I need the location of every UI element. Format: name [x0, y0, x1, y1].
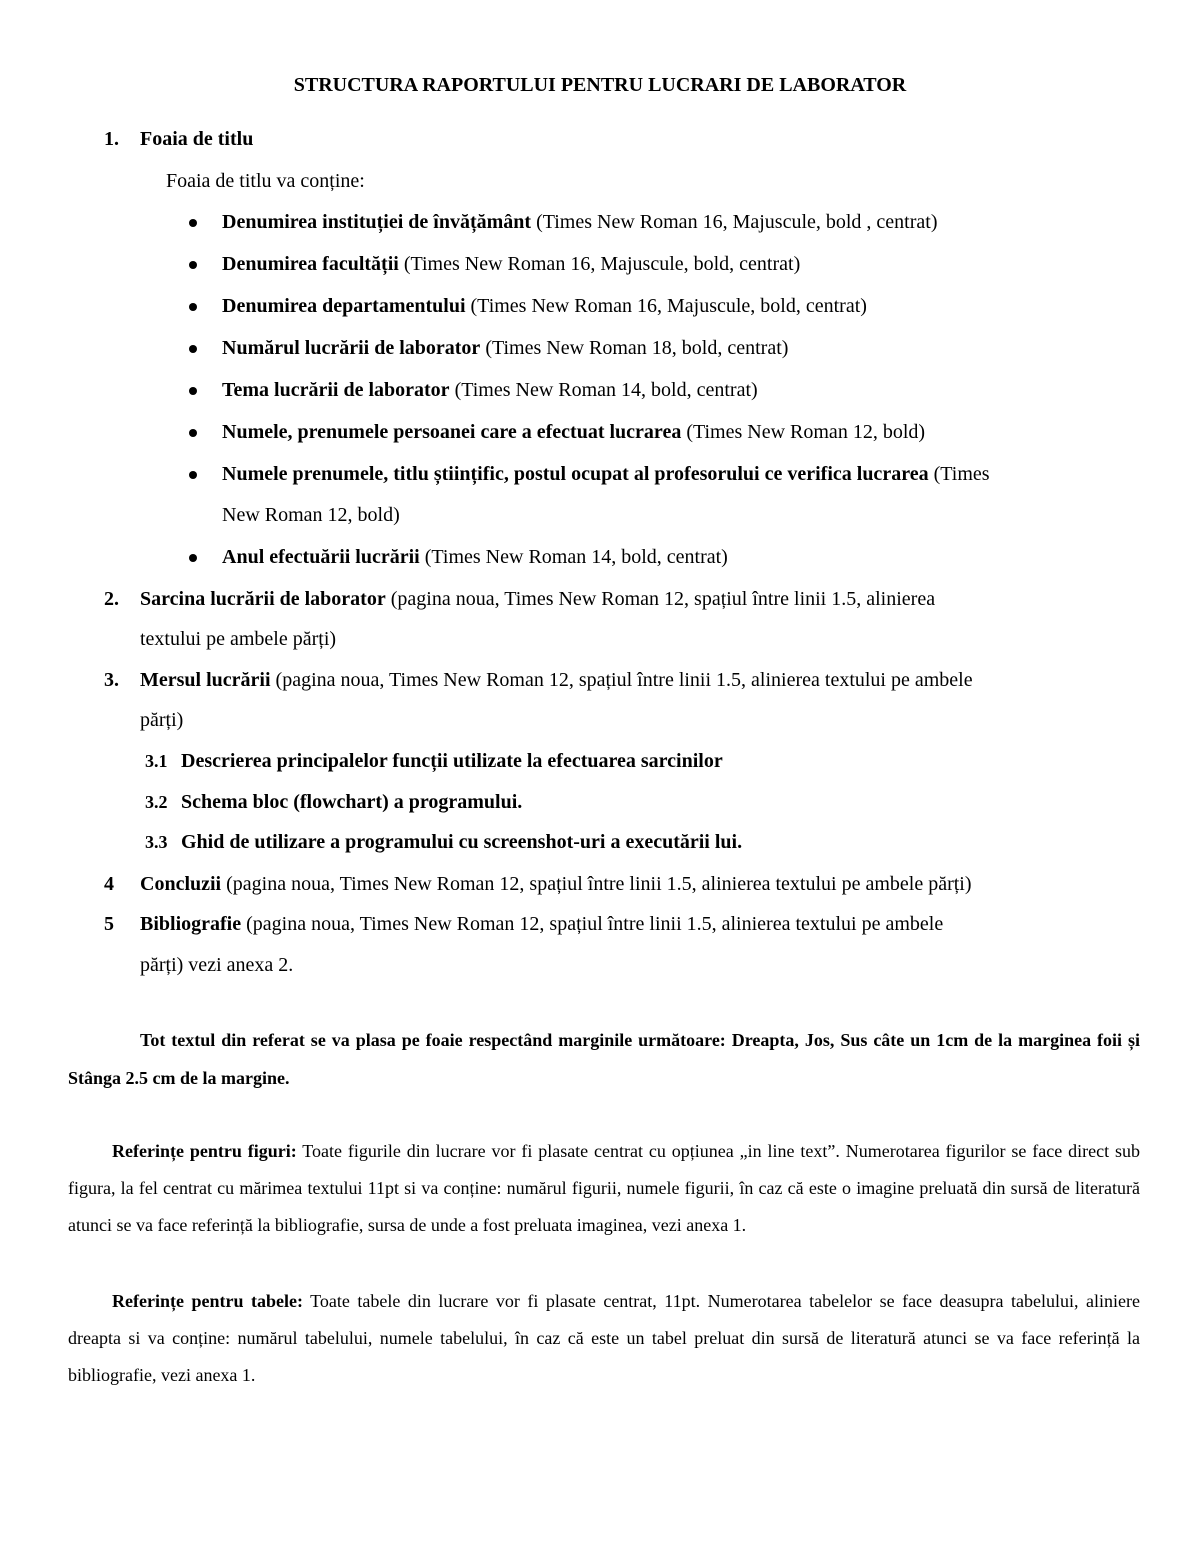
- bullet-icon: [189, 554, 197, 562]
- bullet-item: Numele, prenumele persoanei care a efectuat lucrarea (Times New Roman 12, bold): [222, 421, 926, 443]
- bullet-icon: [189, 471, 197, 479]
- subsection-number: 3.3: [145, 832, 168, 852]
- section-4-heading: Concluzii (pagina noua, Times New Roman 12, spațiul între linii 1.5, alinierea textului pe ambele părți): [140, 873, 972, 895]
- tables-paragraph: [68, 1283, 1140, 1394]
- subsection-title: Ghid de utilizare a programului cu screenshot-uri a executării lui.: [181, 831, 743, 853]
- bullet-icon: [189, 261, 197, 269]
- section-3-heading: Mersul lucrării (pagina noua, Times New Roman 12, spațiul între linii 1.5, alinierea textului pe ambele: [140, 669, 973, 691]
- bullet-item-continuation: New Roman 12, bold): [222, 504, 400, 526]
- bullet-icon: [189, 219, 197, 227]
- subsection-number: 3.1: [145, 751, 168, 771]
- bullet-item: Tema lucrării de laborator (Times New Roman 14, bold, centrat): [222, 379, 758, 401]
- figures-text: Toate figurile din lucrare vor fi plasate centrat cu opțiunea „in line text”. Numerotarea figurilor se face direct sub figura, la fel centrat cu mărimea textului 11pt si va conține: numărul figurii, numele figurii, în caz că este o imagine preluată din sursă de literatură atunci se va face referință la bibliografie, sursa de unde a fost preluata imaginea, vezi anexa 1.: [68, 1141, 1141, 1235]
- bullet-item: Denumirea facultății (Times New Roman 16, Majuscule, bold, centrat): [222, 253, 801, 275]
- tables-text: Toate tabele din lucrare vor fi plasate centrat, 11pt. Numerotarea tabelelor se face deasupra tabelului, aliniere dreapta si va conține: numărul tabelului, numele tabelului, în caz că este un tabel preluat din sursă de literatură atunci se va face referință la bibliografie, vezi anexa 1.: [68, 1291, 1140, 1385]
- bullet-item: Anul efectuării lucrării (Times New Roman 14, bold, centrat): [222, 546, 728, 568]
- bullet-icon: [189, 387, 197, 395]
- figures-paragraph: [68, 1133, 1140, 1244]
- section-2-continuation: textului pe ambele părți): [140, 628, 337, 650]
- bullet-icon: [189, 303, 197, 311]
- figures-label: Referințe pentru figuri:: [112, 1141, 297, 1161]
- margins-notice: Tot textul din referat se va plasa pe foaie respectând marginile următoare: Dreapta, Jos, Sus câte un 1cm de la marginea foii și Stânga 2.5 cm de la margine.: [68, 1030, 1140, 1088]
- bullet-item: Denumirea instituției de învățământ (Times New Roman 16, Majuscule, bold , centrat): [222, 211, 938, 233]
- bullet-item: Numărul lucrării de laborator (Times New Roman 18, bold, centrat): [222, 337, 789, 359]
- section-5-continuation: părți) vezi anexa 2.: [140, 954, 294, 976]
- section-4-number: 4: [104, 873, 114, 895]
- section-2-number: 2.: [104, 588, 119, 610]
- subsection-title: Descrierea principalelor funcții utilizate la efectuarea sarcinilor: [181, 750, 723, 772]
- section-1-intro: Foaia de titlu va conține:: [166, 170, 365, 192]
- section-5-heading: Bibliografie (pagina noua, Times New Roman 12, spațiul între linii 1.5, alinierea textului pe ambele: [140, 913, 944, 935]
- page-title: STRUCTURA RAPORTULUI PENTRU LUCRARI DE LABORATOR: [293, 74, 907, 96]
- section-5-number: 5: [104, 913, 114, 935]
- section-2-heading: Sarcina lucrării de laborator (pagina noua, Times New Roman 12, spațiul între linii 1.5, alinierea: [140, 588, 936, 610]
- bullet-item: Numele prenumele, titlu științific, postul ocupat al profesorului ce verifica lucrarea (Times: [222, 463, 990, 485]
- section-1-heading: Foaia de titlu: [140, 128, 254, 150]
- tables-label: Referințe pentru tabele:: [112, 1291, 303, 1311]
- section-3-continuation: părți): [140, 709, 184, 731]
- section-3-number: 3.: [104, 669, 119, 691]
- subsection-title: Schema bloc (flowchart) a programului.: [181, 791, 523, 813]
- bullet-icon: [189, 345, 197, 353]
- bullet-item: Denumirea departamentului (Times New Roman 16, Majuscule, bold, centrat): [222, 295, 867, 317]
- bullet-icon: [189, 429, 197, 437]
- subsection-number: 3.2: [145, 792, 168, 812]
- section-1-number: 1.: [104, 128, 119, 150]
